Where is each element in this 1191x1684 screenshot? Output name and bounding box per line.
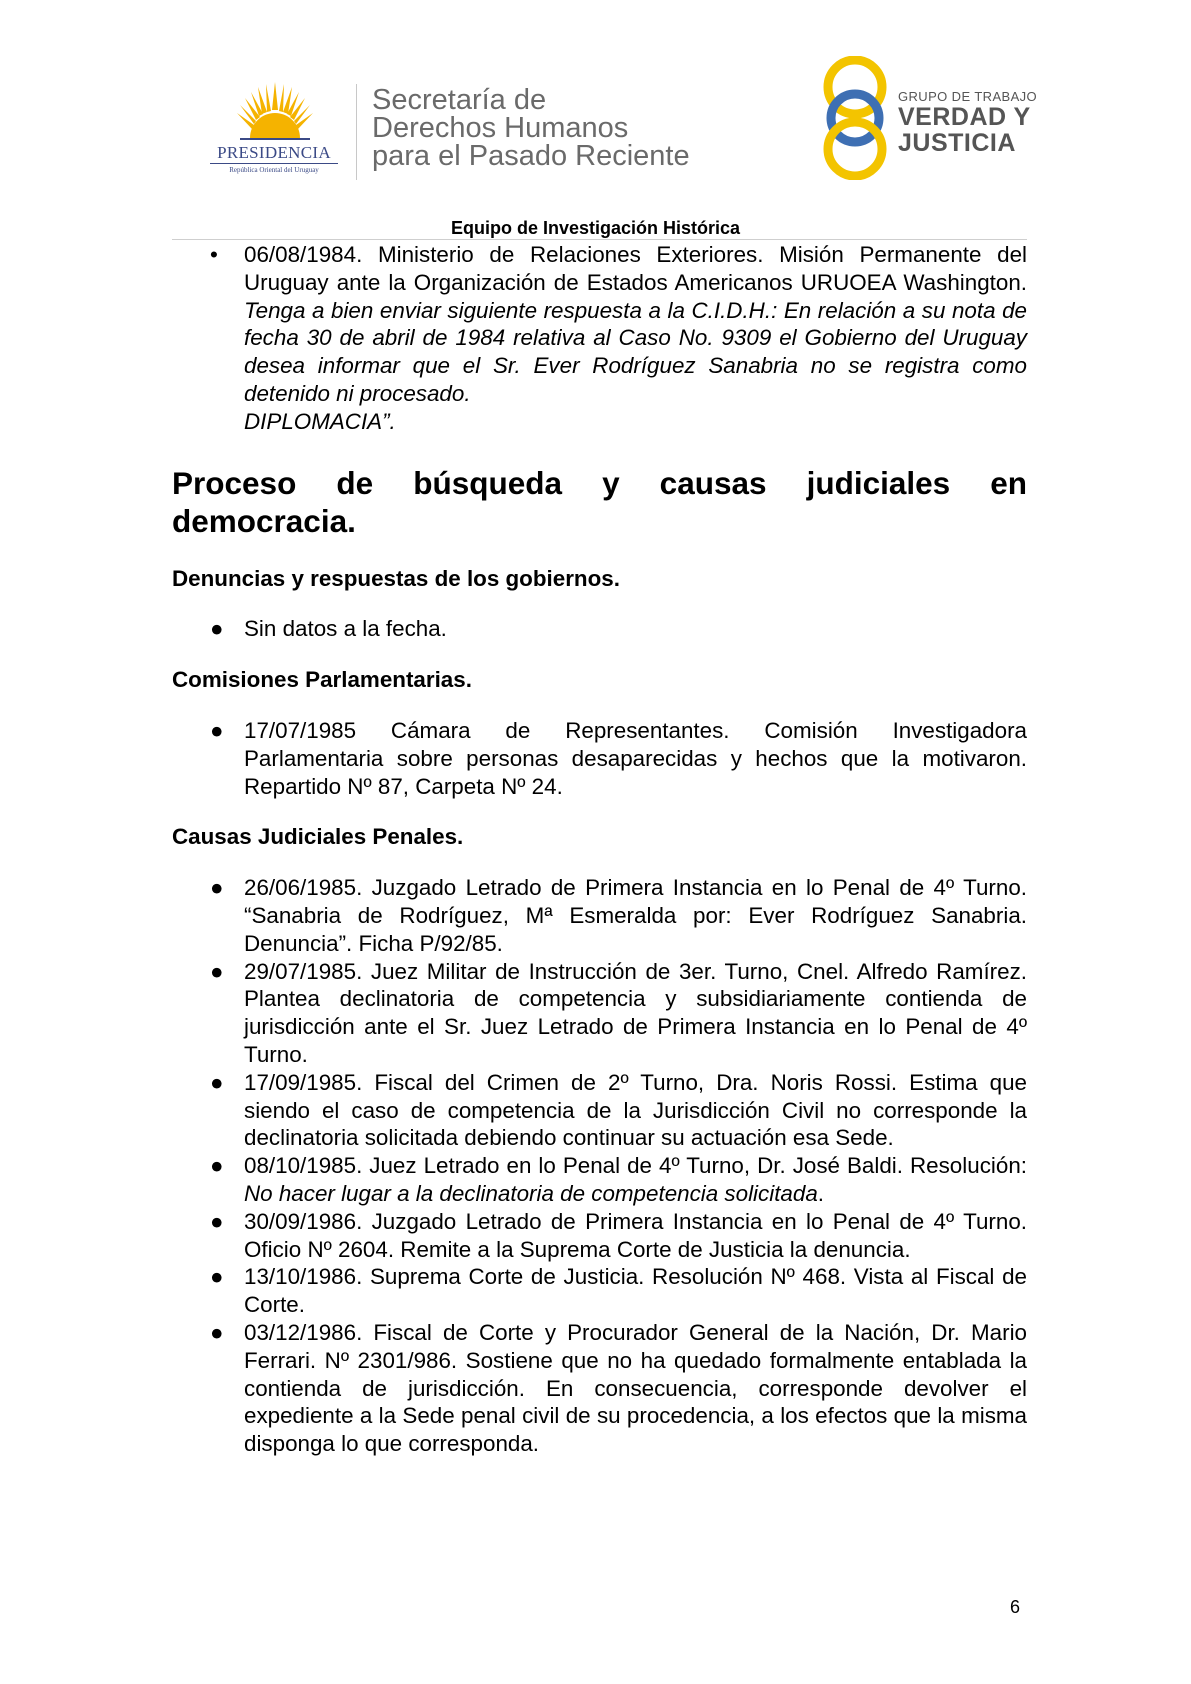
bullet-icon: ● xyxy=(210,717,224,743)
list-item-text: 30/09/1986. Juzgado Letrado de Primera Instancia en lo Penal de 4º Turno. Oficio Nº 2604. Remite a la Suprema Corte de Justicia la denuncia. xyxy=(244,1208,1027,1262)
list-item-plain: 08/10/1985. Juez Letrado en lo Penal de 4º Turno, Dr. José Baldi. Resolución: xyxy=(244,1153,1027,1179)
list-item-text: Sin datos a la fecha. xyxy=(244,616,447,642)
list-item-italic-end: DIPLOMACIA”. xyxy=(244,408,396,434)
list-item-text xyxy=(244,241,1027,436)
list-item xyxy=(172,874,1027,957)
list-item xyxy=(172,717,1027,800)
page-number: 6 xyxy=(1010,1597,1021,1617)
list-item xyxy=(172,615,1027,643)
heading-denuncias: Denuncias y respuestas de los gobiernos. xyxy=(172,565,620,591)
presidencia-subtitle: República Oriental del Uruguay xyxy=(229,166,319,174)
list-item-text: 17/09/1985. Fiscal del Crimen de 2º Turno, Dra. Noris Rossi. Estima que siendo el caso de competencia de la Jurisdicción Civil no corresponde la declinatoria solicitada debiendo continuar su actuación esa Sede. xyxy=(244,1069,1027,1151)
bullet-icon: ● xyxy=(210,1264,224,1290)
list-item xyxy=(172,1152,1027,1208)
header-rule xyxy=(172,239,1027,240)
list-item-text: 13/10/1986. Suprema Corte de Justicia. Resolución Nº 468. Vista al Fiscal de Corte. xyxy=(244,1264,1027,1318)
team-title: Equipo de Investigación Histórica xyxy=(450,218,741,238)
secretaria-line-1: Secretaría de xyxy=(372,84,547,116)
list-item-text: 26/06/1985. Juzgado Letrado de Primera Instancia en lo Penal de 4º Turno. “Sanabria de Rodríguez, Mª Esmeralda por: Ever Rodríguez Sanabria. Denuncia”. Ficha P/92/85. xyxy=(244,875,1027,956)
heading-comisiones: Comisiones Parlamentarias. xyxy=(172,667,472,693)
list-item xyxy=(172,1208,1027,1264)
list-item-text: 17/07/1985 Cámara de Representantes. Comisión Investigadora Parlamentaria sobre personas desaparecidas y hechos que la motivaron. Repartido Nº 87, Carpeta Nº 24. xyxy=(244,717,1027,799)
list-item-text: 03/12/1986. Fiscal de Corte y Procurador General de la Nación, Dr. Mario Ferrari. Nº 2301/986. Sostiene que no ha quedado formalmente entablada la contienda de jurisdicción. En consecuencia, corresponde devolver el expediente a la Sede penal civil de su procedencia, a los efectos que la misma disponga lo que corresponda. xyxy=(244,1319,1027,1457)
list-item xyxy=(172,958,1027,1069)
gtvj-line-2: JUSTICIA xyxy=(898,129,1016,157)
presidencia-word: PRESIDENCIA xyxy=(217,143,331,162)
bullet-icon: ● xyxy=(210,1153,224,1179)
presidencia-rule xyxy=(210,163,338,164)
gtvj-supertitle: GRUPO DE TRABAJO xyxy=(898,89,1038,104)
list-item-text: 29/07/1985. Juez Militar de Instrucción de 3er. Turno, Cnel. Alfredo Ramírez. Plantea declinatoria de competencia y subsidiariamente contienda de jurisdicción ante el Sr. Juez Letrado de Primera Instancia en lo Penal de 4º Turno. xyxy=(244,958,1027,1067)
list-item xyxy=(172,241,1027,436)
heading-causas: Causas Judiciales Penales. xyxy=(172,824,464,850)
section-title: Proceso de búsqueda y causas judiciales en democracia. xyxy=(172,464,1027,539)
bullet-icon: ● xyxy=(210,958,224,984)
bullet-icon: ● xyxy=(210,1069,224,1095)
gtvj-logo xyxy=(818,56,1038,182)
secretaria-title xyxy=(372,86,690,170)
sun-icon xyxy=(236,80,314,148)
bullet-icon: ● xyxy=(210,616,224,642)
secretaria-line-3: para el Pasado Reciente xyxy=(372,140,690,172)
interlocked-rings-icon xyxy=(818,56,892,180)
bullet-icon: ● xyxy=(210,875,224,901)
gtvj-title xyxy=(898,104,1031,156)
gtvj-line-1: VERDAD Y xyxy=(898,103,1031,131)
list-item-end: . xyxy=(817,1180,825,1206)
list-item-italic: No hacer lugar a la declinatoria de competencia solicitada xyxy=(244,1180,818,1206)
list-item xyxy=(172,1263,1027,1319)
list-item-plain: 06/08/1984. Ministerio de Relaciones Exteriores. Misión Permanente del Uruguay ante la Organización de Estados Americanos URUOEA Washington. xyxy=(244,242,1027,295)
list-item xyxy=(172,1319,1027,1458)
bullet-icon: ● xyxy=(210,1208,224,1234)
list-item xyxy=(172,1069,1027,1152)
document-body xyxy=(172,241,1027,1458)
list-item-italic: Tenga a bien enviar siguiente respuesta a la C.I.D.H.: En relación a su nota de fecha 30 de abril de 1984 relativa al Caso No. 9309 el Gobierno del Uruguay desea informar que el Sr. Ever Rodríguez Sanabria no se registra como detenido ni procesado. xyxy=(244,297,1027,406)
presidencia-logo xyxy=(196,80,352,180)
bullet-icon: ● xyxy=(210,1319,224,1345)
list-item-text xyxy=(244,1152,1027,1208)
header-divider xyxy=(356,84,357,180)
secretaria-line-2: Derechos Humanos xyxy=(372,112,629,144)
bullet-icon: • xyxy=(210,242,218,267)
